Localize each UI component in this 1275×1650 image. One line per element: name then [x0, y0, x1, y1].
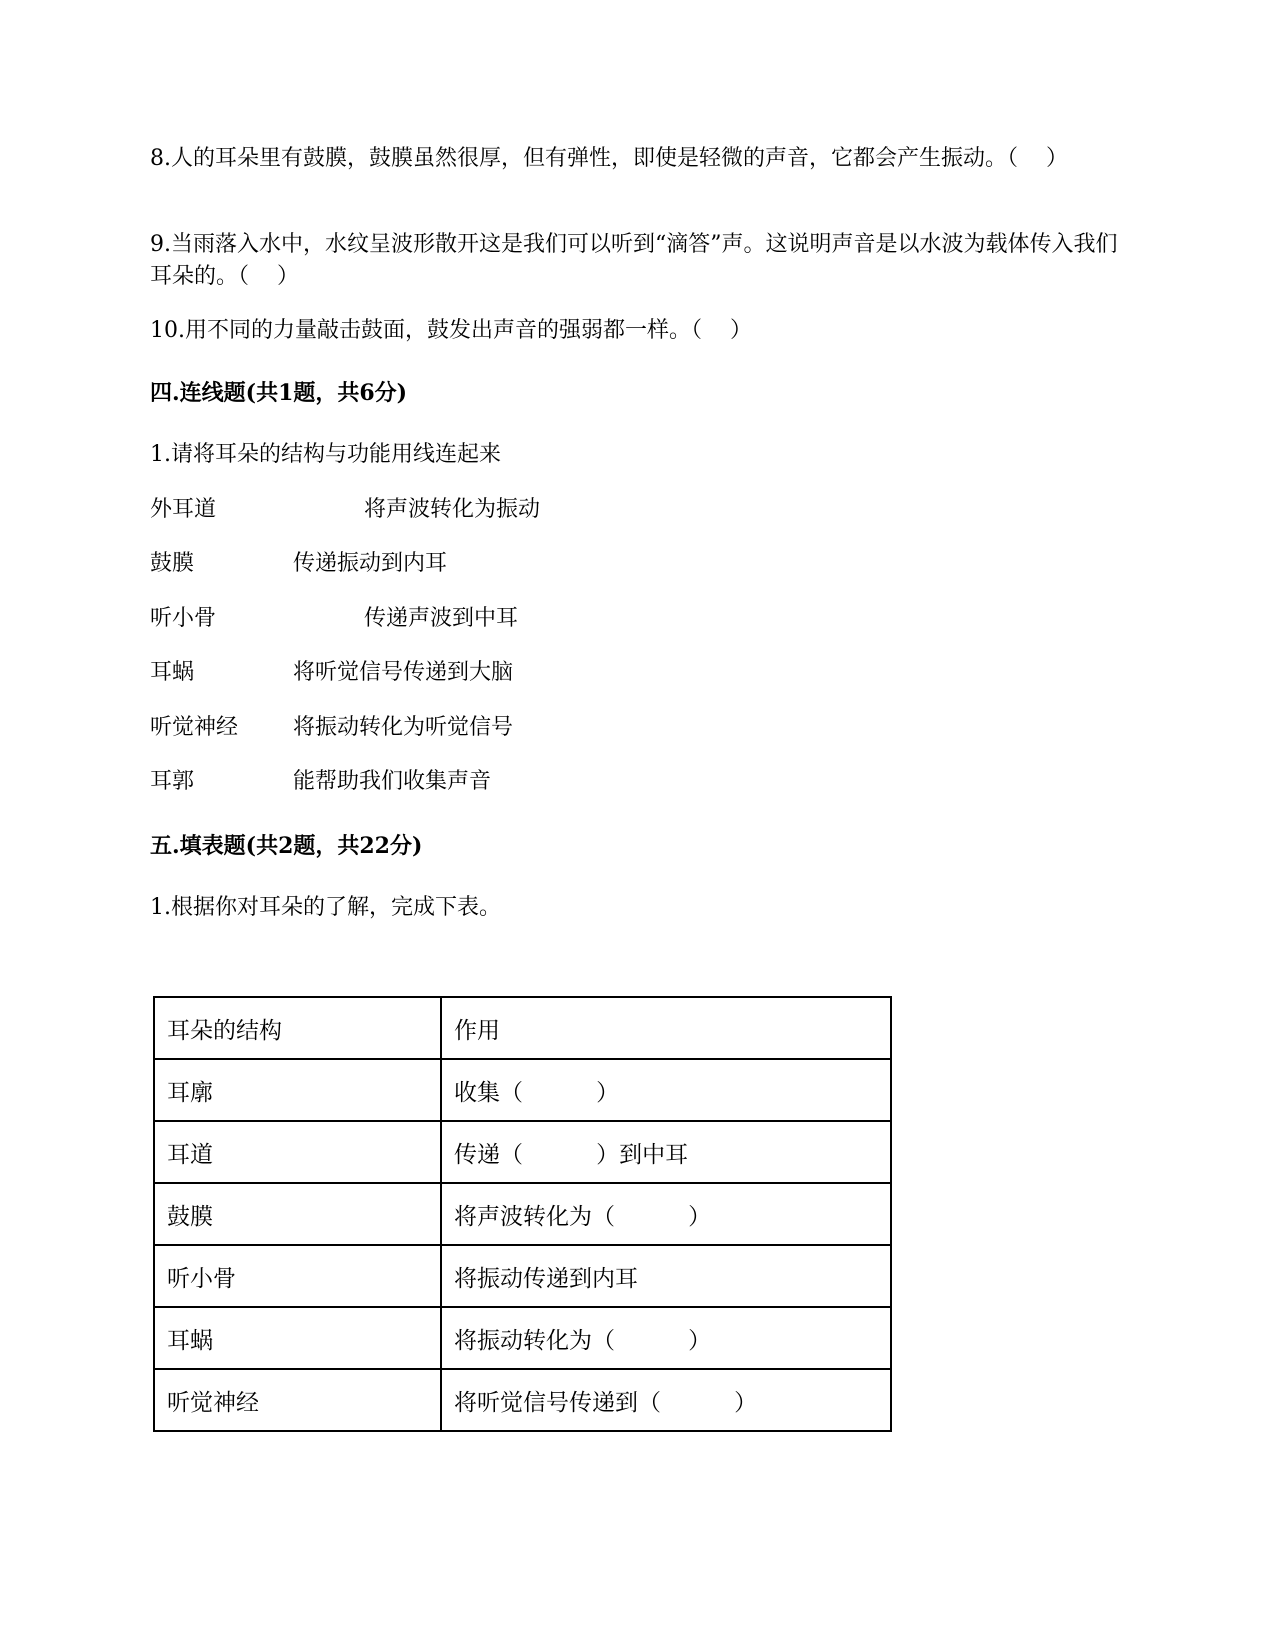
matching-left-item: 外耳道 — [150, 497, 217, 522]
table-cell: 鼓膜 — [154, 1183, 441, 1245]
section-5-heading: 五.填表题(共2题，共22分) — [150, 833, 423, 859]
table-cell: 将振动转化为（ ） — [441, 1307, 891, 1369]
table-row — [154, 1121, 891, 1183]
table-row — [154, 1245, 891, 1307]
table-cell: 将振动传递到内耳 — [441, 1245, 891, 1307]
table-cell: 听觉神经 — [154, 1369, 441, 1431]
table-row — [154, 1183, 891, 1245]
question-10: 10.用不同的力量敲击鼓面，鼓发出声音的强弱都一样。（ ） — [150, 318, 752, 343]
table-header-cell: 作用 — [441, 997, 891, 1059]
matching-right-item: 传递振动到内耳 — [293, 551, 448, 576]
table-cell: 传递（ ）到中耳 — [441, 1121, 891, 1183]
table-cell: 耳蜗 — [154, 1307, 441, 1369]
ear-structure-table — [153, 996, 892, 1432]
matching-left-item: 耳蜗 — [150, 660, 195, 685]
matching-right-item: 将听觉信号传递到大脑 — [293, 660, 514, 685]
table-row — [154, 1059, 891, 1121]
matching-right-item: 将振动转化为听觉信号 — [293, 715, 514, 740]
table-cell: 耳道 — [154, 1121, 441, 1183]
question-8: 8.人的耳朵里有鼓膜，鼓膜虽然很厚，但有弹性，即使是轻微的声音，它都会产生振动。（ ） — [150, 146, 1068, 171]
matching-question: 1.请将耳朵的结构与功能用线连起来 — [150, 442, 501, 467]
matching-left-item: 耳郭 — [150, 769, 195, 794]
matching-right-item: 传递声波到中耳 — [364, 606, 519, 631]
table-question: 1.根据你对耳朵的了解，完成下表。 — [150, 895, 501, 920]
table-header-cell: 耳朵的结构 — [154, 997, 441, 1059]
matching-right-item: 将声波转化为振动 — [364, 497, 541, 522]
matching-right-item: 能帮助我们收集声音 — [293, 769, 492, 794]
matching-left-item: 鼓膜 — [150, 551, 195, 576]
table-cell: 听小骨 — [154, 1245, 441, 1307]
table-cell: 将声波转化为（ ） — [441, 1183, 891, 1245]
table-cell: 收集（ ） — [441, 1059, 891, 1121]
table-row — [154, 1369, 891, 1431]
table-header-row — [154, 997, 891, 1059]
table-cell: 耳廓 — [154, 1059, 441, 1121]
question-9: 9.当雨落入水中，水纹呈波形散开这是我们可以听到“滴答”声。这说明声音是以水波为载体传入我们耳朵的。（ ） — [150, 232, 1118, 289]
matching-left-item: 听觉神经 — [150, 715, 239, 740]
section-4-heading: 四.连线题(共1题，共6分) — [150, 380, 408, 406]
matching-left-item: 听小骨 — [150, 606, 217, 631]
table-row — [154, 1307, 891, 1369]
table-cell: 将听觉信号传递到（ ） — [441, 1369, 891, 1431]
